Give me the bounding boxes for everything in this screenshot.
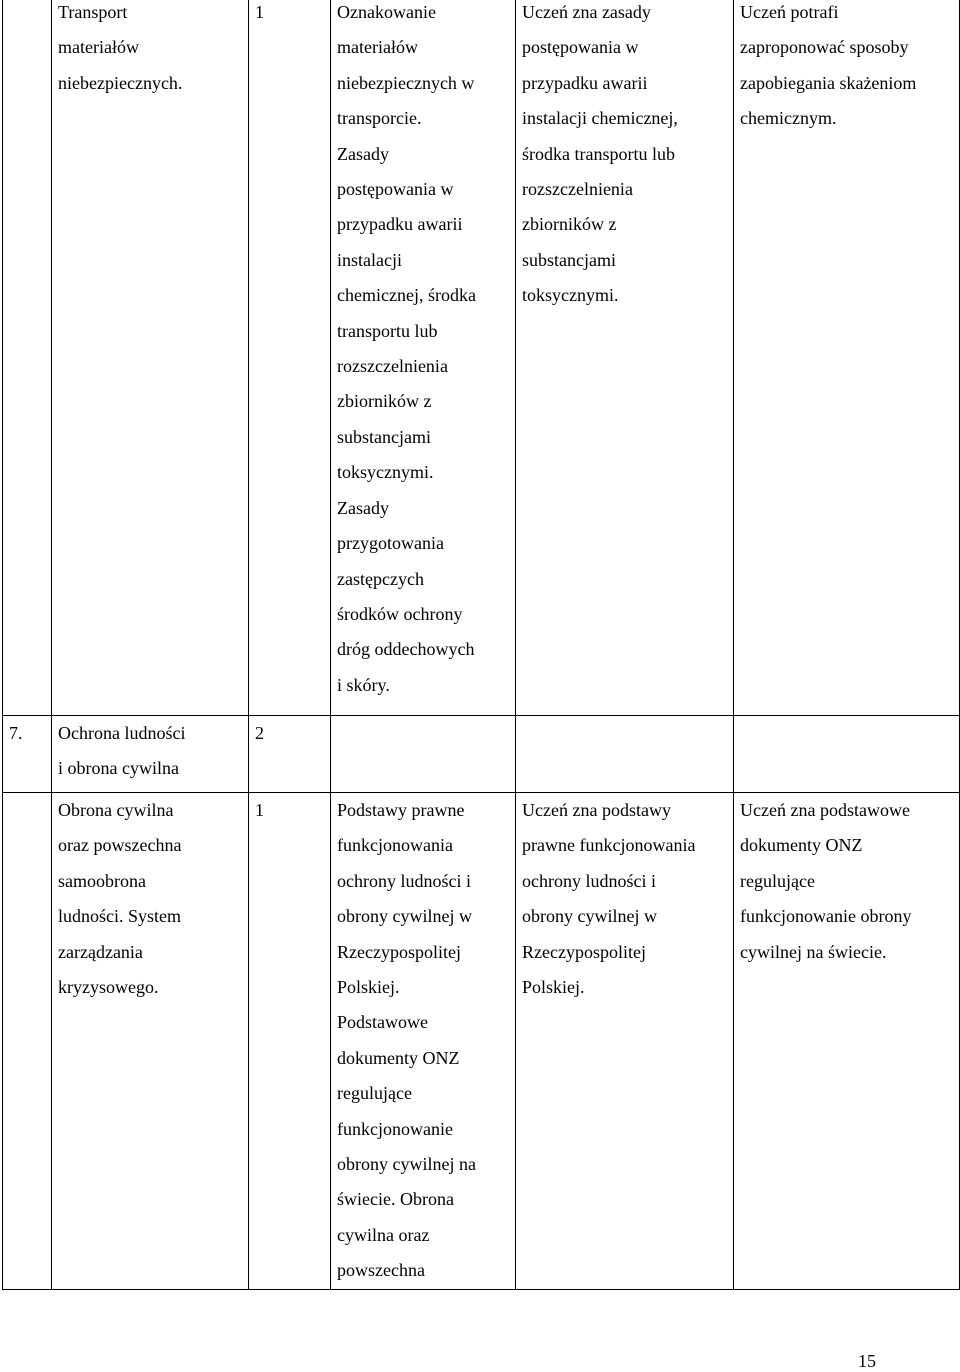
text-line: przypadku awarii [522,72,648,93]
text-line: dokumenty ONZ [740,835,863,856]
text-line: cywilnej na świecie. [740,941,887,962]
row-number-cell: 7. [3,716,52,793]
row-number-cell [3,0,52,716]
content-cell [331,716,516,793]
text-line: Uczeń zna zasady [522,2,651,22]
text-line: i obrona cywilna [58,758,179,779]
text-line: obrony cywilnej w [337,906,472,927]
text-line: środków ochrony [337,603,463,624]
text-line: prawne funkcjonowania [522,835,696,856]
text-line: substancjami [522,249,616,270]
text-line: dróg oddechowych [337,639,475,660]
text-line: zbiorników z [522,214,617,235]
text-line: cywilna oraz [337,1224,430,1245]
text-line: rozszczelnienia [522,179,633,200]
curriculum-table [2,0,960,1290]
text-line: samoobrona [58,870,146,891]
text-line: Polskiej. [337,977,400,998]
text-line: kryzysowego. [58,977,159,998]
text-line: toksycznymi. [522,285,619,306]
text-line: zastępczych [337,568,424,589]
text-line: Uczeń zna podstawowe [740,800,910,820]
text-line: Uczeń zna podstawy [522,800,671,820]
basic-requirements-cell [516,716,734,793]
text-line: Obrona cywilna [58,800,174,820]
text-line: transporcie. [337,108,422,129]
text-line: Ochrona ludności [58,723,186,743]
text-line: rozszczelnienia [337,356,448,377]
text-line: regulujące [740,870,815,891]
text-line: Oznakowanie [337,2,436,22]
table-row [3,716,960,793]
text-line: postępowania w [522,37,639,58]
text-line: regulujące [337,1083,412,1104]
text-line: Podstawowe [337,1012,428,1033]
topic-cell [52,716,249,793]
text-line: obrony cywilnej na [337,1154,476,1175]
text-line: ochrony ludności i [337,870,471,891]
text-line: transportu lub [337,320,438,341]
text-line: zbiorników z [337,391,432,412]
page-number: 15 [858,1351,876,1371]
topic-cell [52,0,249,716]
extended-requirements-cell [734,793,960,1290]
text-line: oraz powszechna [58,835,182,856]
text-line: środka transportu lub [522,143,675,164]
text-line: ludności. System [58,906,182,927]
text-line: Podstawy prawne [337,800,465,820]
text-line: chemicznej, środka [337,285,476,306]
text-line: toksycznymi. [337,462,434,483]
text-line: funkcjonowania [337,835,453,856]
text-line: Zasady [337,497,389,518]
text-line: Transport [58,2,128,22]
text-line: niebezpiecznych w [337,72,475,93]
hours-cell: 1 [249,793,331,1290]
hours-cell: 2 [249,716,331,793]
text-line: ochrony ludności i [522,870,656,891]
text-line: niebezpiecznych. [58,72,183,93]
text-line: przypadku awarii [337,214,463,235]
text-line: zapobiegania skażeniom [740,72,917,93]
table-row [3,793,960,1290]
basic-requirements-cell [516,793,734,1290]
text-line: świecie. Obrona [337,1189,454,1210]
extended-requirements-cell [734,716,960,793]
text-line: zaproponować sposoby [740,37,909,58]
text-line: materiałów [337,37,418,58]
text-line: instalacji [337,249,402,270]
content-cell [331,0,516,716]
text-line: Rzeczypospolitej [337,941,461,962]
text-line: powszechna [337,1260,425,1281]
row-number-cell [3,793,52,1290]
table-row [3,0,960,716]
text-line: Rzeczypospolitej [522,941,646,962]
text-line: i skóry. [337,674,390,695]
extended-requirements-cell [734,0,960,716]
text-line: obrony cywilnej w [522,906,657,927]
text-line: funkcjonowanie obrony [740,906,912,927]
text-line: zarządzania [58,941,143,962]
topic-cell [52,793,249,1290]
text-line: Polskiej. [522,977,585,998]
text-line: instalacji chemicznej, [522,108,678,129]
text-line: funkcjonowanie [337,1118,453,1139]
text-line: substancjami [337,426,431,447]
text-line: Zasady [337,143,389,164]
content-cell [331,793,516,1290]
text-line: dokumenty ONZ [337,1047,460,1068]
basic-requirements-cell [516,0,734,716]
text-line: materiałów [58,37,139,58]
hours-cell: 1 [249,0,331,716]
text-line: chemicznym. [740,108,837,129]
text-line: przygotowania [337,533,444,554]
text-line: Uczeń potrafi [740,2,839,22]
text-line: postępowania w [337,179,454,200]
